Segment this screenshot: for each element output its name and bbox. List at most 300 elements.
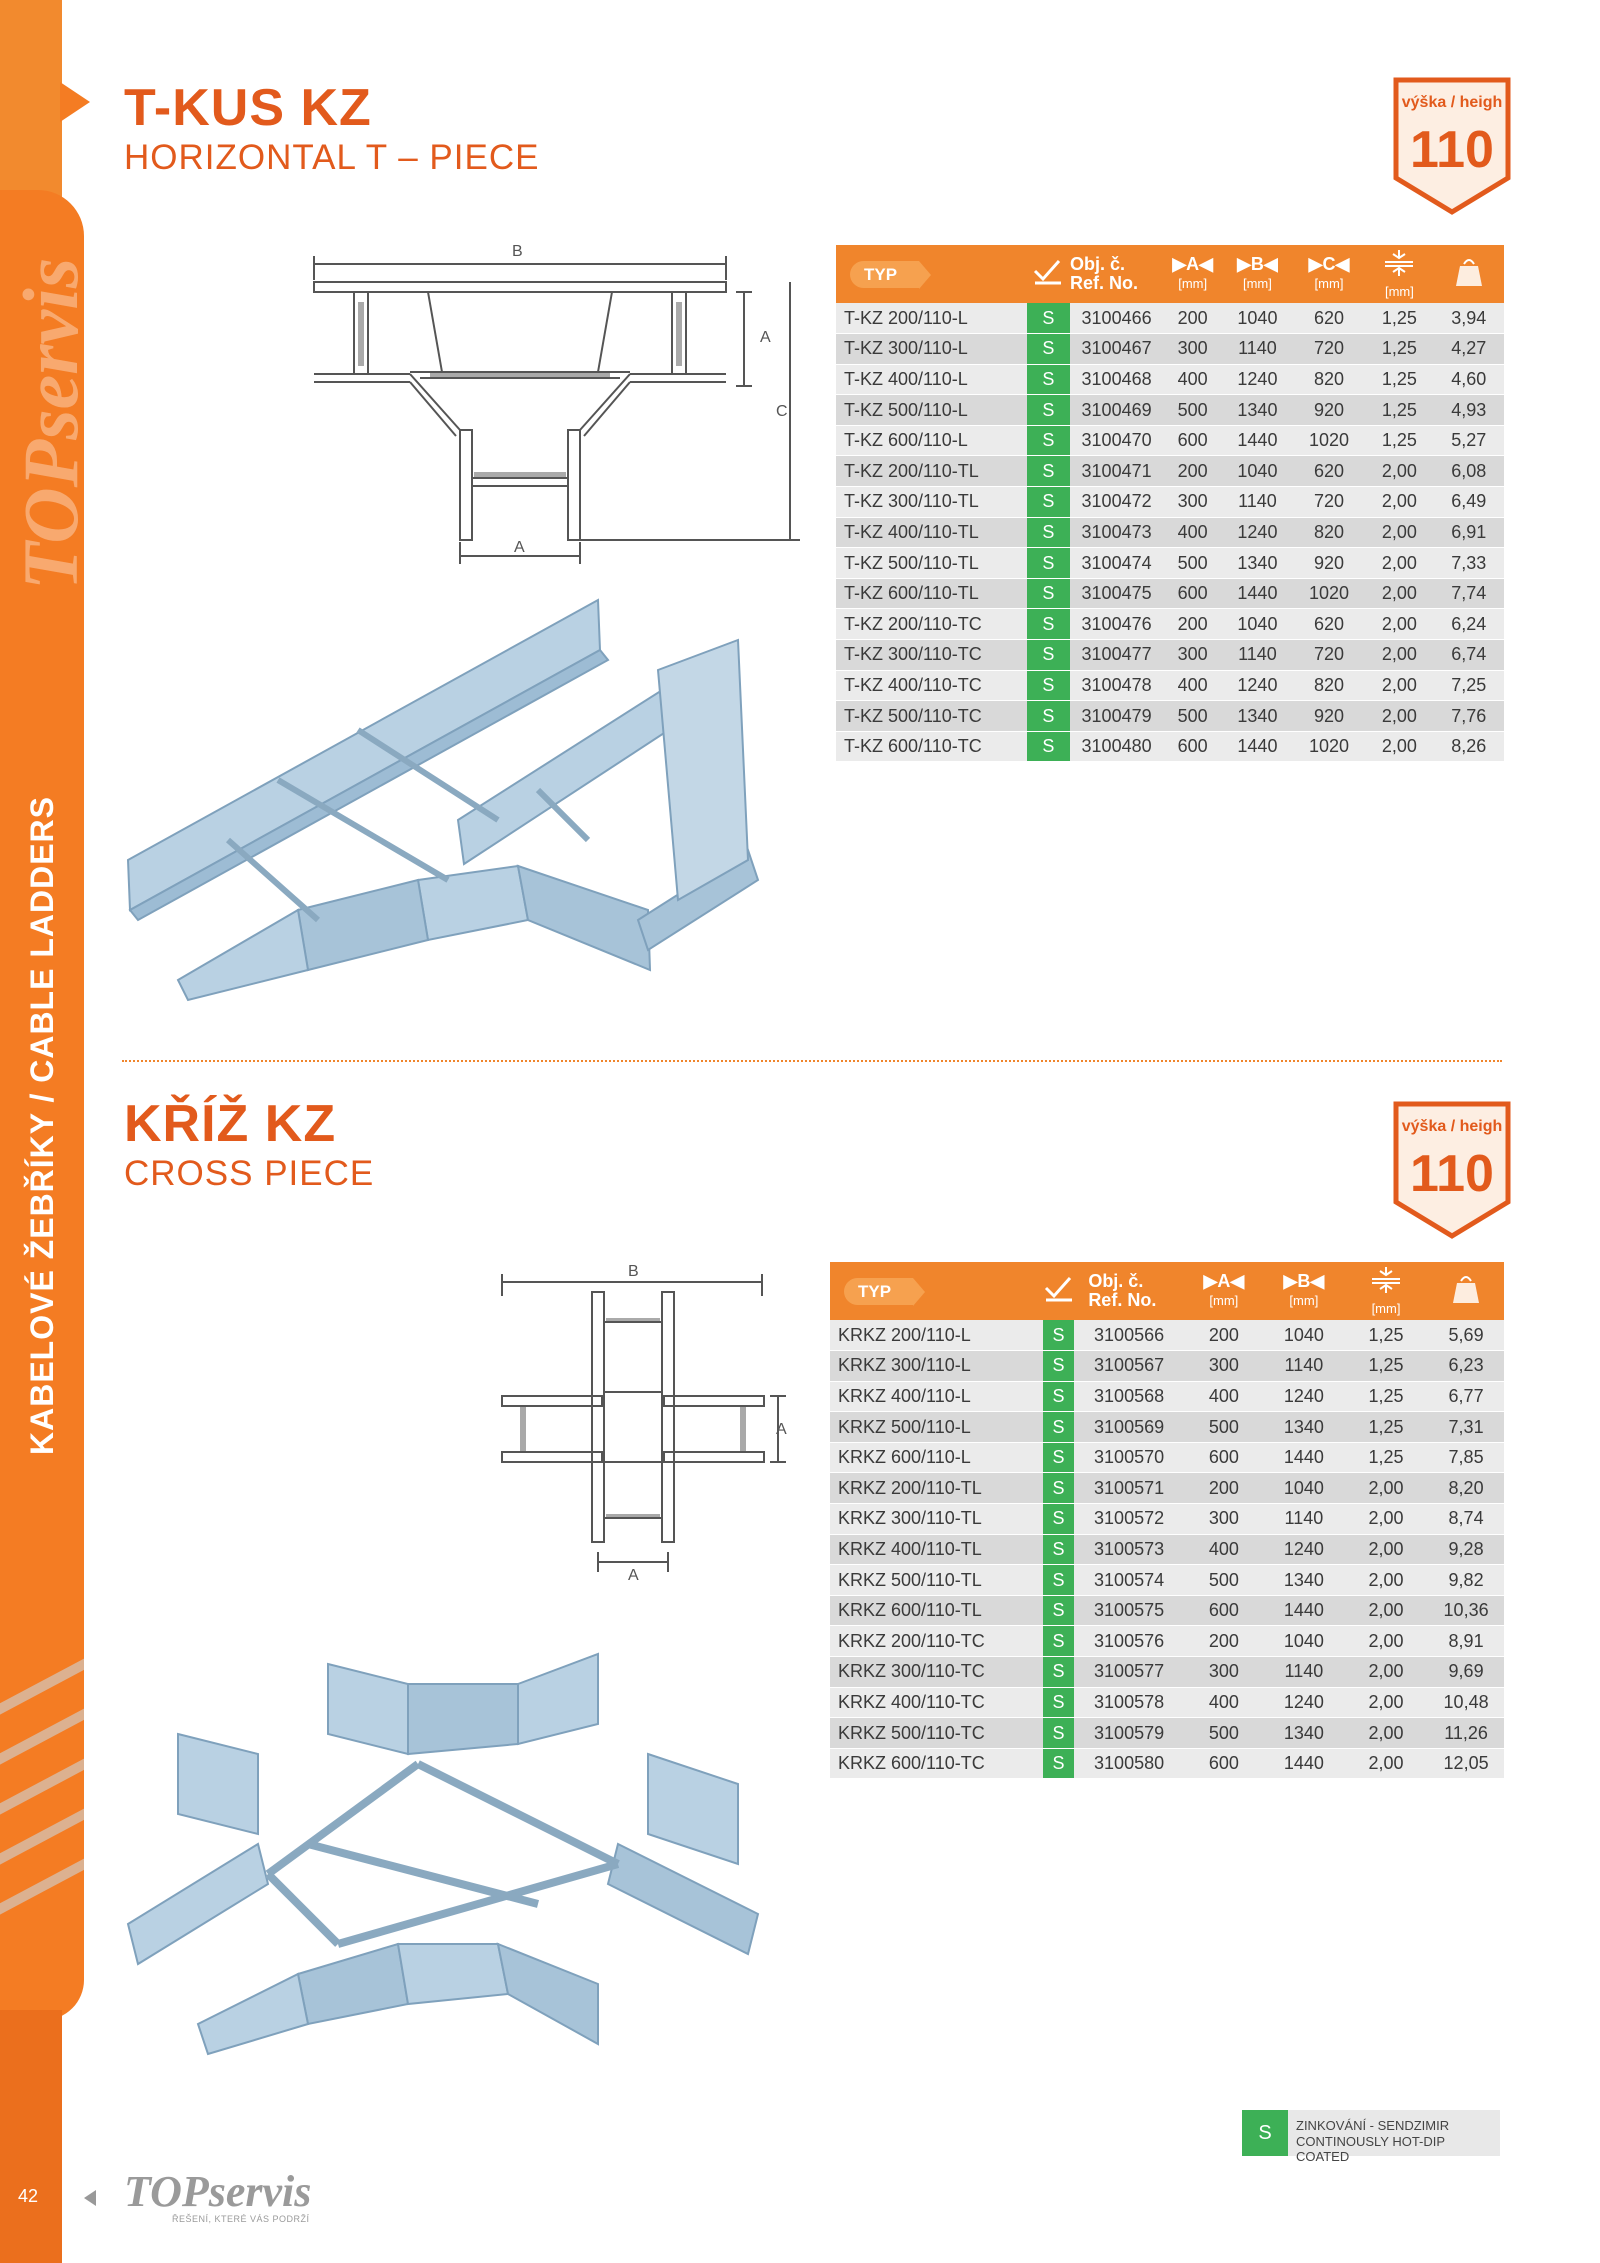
- table-cell: 3100480: [1070, 731, 1163, 762]
- table-cell: 3100579: [1074, 1718, 1184, 1749]
- section2-title: KŘÍŽ KZ: [124, 1095, 337, 1153]
- table-cell: 1440: [1222, 731, 1292, 762]
- col-ref: Obj. č. Ref. No.: [1074, 1262, 1184, 1320]
- table-row: [830, 1351, 1504, 1382]
- table-cell: 1140: [1264, 1504, 1344, 1535]
- table-cell: 200: [1163, 456, 1222, 487]
- col-b: ▶B◀ [mm]: [1264, 1262, 1344, 1320]
- table-cell: 3100471: [1070, 456, 1163, 487]
- cell-finish: S: [1027, 487, 1070, 518]
- col-weight: [1428, 1262, 1504, 1320]
- table-cell: 1340: [1222, 548, 1292, 579]
- table-cell: 3100577: [1074, 1657, 1184, 1688]
- table-cell: 8,20: [1428, 1473, 1504, 1504]
- table-cell: 3100478: [1070, 670, 1163, 701]
- table-cell: 1040: [1264, 1626, 1344, 1657]
- legend-line1: ZINKOVÁNÍ - SENDZIMIR: [1296, 2118, 1450, 2133]
- col-weight: [1434, 245, 1505, 303]
- table-cell: 2,00: [1365, 548, 1433, 579]
- cell-finish: S: [1027, 609, 1070, 640]
- col-finish: [1027, 245, 1070, 303]
- legend-symbol: S: [1242, 2110, 1288, 2156]
- table-cell: 400: [1184, 1534, 1264, 1565]
- table-cell: 2,00: [1365, 701, 1433, 732]
- table-cell: 4,60: [1434, 364, 1505, 395]
- cell-typ: T-KZ 400/110-TL: [836, 517, 1027, 548]
- table-cell: 3100472: [1070, 487, 1163, 518]
- cell-typ: KRKZ 300/110-L: [830, 1351, 1043, 1382]
- cross-spec-table: [830, 1262, 1504, 1779]
- dim-b-label: B: [512, 243, 523, 260]
- table-cell: 8,91: [1428, 1626, 1504, 1657]
- table-row: [836, 487, 1504, 518]
- table-cell: 3100574: [1074, 1565, 1184, 1596]
- cell-finish: S: [1043, 1381, 1075, 1412]
- cell-finish: S: [1043, 1687, 1075, 1718]
- table-row: [830, 1626, 1504, 1657]
- table-cell: 2,00: [1365, 670, 1433, 701]
- cell-typ: KRKZ 400/110-L: [830, 1381, 1043, 1412]
- table-row: [830, 1534, 1504, 1565]
- table-row: [836, 517, 1504, 548]
- table-cell: 4,93: [1434, 395, 1505, 426]
- table-cell: 1,25: [1365, 303, 1433, 334]
- table-cell: 7,31: [1428, 1412, 1504, 1443]
- table-cell: 6,24: [1434, 609, 1505, 640]
- cell-typ: KRKZ 300/110-TL: [830, 1504, 1043, 1535]
- table-cell: 1340: [1222, 701, 1292, 732]
- height-badge: [1392, 76, 1512, 216]
- cell-typ: T-KZ 300/110-L: [836, 334, 1027, 365]
- cell-finish: S: [1027, 731, 1070, 762]
- table-row: [830, 1504, 1504, 1535]
- table-cell: 7,74: [1434, 578, 1505, 609]
- finish-legend: [1242, 2110, 1500, 2164]
- table-cell: 1020: [1293, 425, 1366, 456]
- t-piece-illustration: [118, 580, 818, 1010]
- cell-finish: S: [1027, 578, 1070, 609]
- table-cell: 9,28: [1428, 1534, 1504, 1565]
- table-cell: 1,25: [1365, 334, 1433, 365]
- cell-typ: T-KZ 200/110-TC: [836, 609, 1027, 640]
- table-cell: 1440: [1222, 425, 1292, 456]
- table-cell: 3100468: [1070, 364, 1163, 395]
- table-cell: 1140: [1222, 487, 1292, 518]
- table-row: [836, 425, 1504, 456]
- col-ref: Obj. č. Ref. No.: [1070, 245, 1163, 303]
- table-cell: 500: [1163, 701, 1222, 732]
- cell-finish: S: [1027, 517, 1070, 548]
- cell-finish: S: [1027, 548, 1070, 579]
- table-cell: 3100567: [1074, 1351, 1184, 1382]
- table-cell: 6,08: [1434, 456, 1505, 487]
- table-cell: 920: [1293, 548, 1366, 579]
- table-row: [836, 701, 1504, 732]
- table-cell: 400: [1163, 517, 1222, 548]
- table-cell: 2,00: [1344, 1565, 1428, 1596]
- table-cell: 3100569: [1074, 1412, 1184, 1443]
- table-cell: 10,36: [1428, 1595, 1504, 1626]
- table-row: [830, 1473, 1504, 1504]
- table-cell: 3100571: [1074, 1473, 1184, 1504]
- table-cell: 1040: [1264, 1320, 1344, 1351]
- table-cell: 1440: [1264, 1595, 1344, 1626]
- table-cell: 1040: [1222, 303, 1292, 334]
- table-row: [836, 670, 1504, 701]
- table-cell: 2,00: [1365, 578, 1433, 609]
- table-cell: 820: [1293, 364, 1366, 395]
- table-row: [836, 456, 1504, 487]
- col-thickness: [mm]: [1365, 245, 1433, 303]
- table-cell: 2,00: [1365, 487, 1433, 518]
- table-cell: 600: [1184, 1748, 1264, 1779]
- table-cell: 1,25: [1365, 364, 1433, 395]
- table-cell: 3100476: [1070, 609, 1163, 640]
- table-cell: 1040: [1264, 1473, 1344, 1504]
- cell-typ: KRKZ 200/110-TL: [830, 1473, 1043, 1504]
- section2-subtitle: CROSS PIECE: [124, 1154, 375, 1193]
- table-cell: 600: [1184, 1595, 1264, 1626]
- table-cell: 3,94: [1434, 303, 1505, 334]
- col-typ: [830, 1262, 1043, 1320]
- cell-typ: T-KZ 300/110-TC: [836, 640, 1027, 671]
- table-row: [836, 395, 1504, 426]
- table-cell: 820: [1293, 670, 1366, 701]
- col-finish: [1043, 1262, 1075, 1320]
- section-divider: [122, 1060, 1502, 1062]
- table-row: [830, 1320, 1504, 1351]
- table-cell: 1,25: [1344, 1442, 1428, 1473]
- cell-finish: S: [1027, 334, 1070, 365]
- cell-finish: S: [1043, 1320, 1075, 1351]
- cell-finish: S: [1043, 1657, 1075, 1688]
- table-cell: 2,00: [1365, 456, 1433, 487]
- dim-a2-label: A: [514, 539, 525, 556]
- table-cell: 1140: [1264, 1351, 1344, 1382]
- table-cell: 6,23: [1428, 1351, 1504, 1382]
- cell-finish: S: [1043, 1351, 1075, 1382]
- thickness-icon: [1381, 248, 1417, 278]
- table-cell: 3100466: [1070, 303, 1163, 334]
- sidebar-ladder-graphic: [0, 1640, 84, 1940]
- cell-typ: T-KZ 400/110-L: [836, 364, 1027, 395]
- table-cell: 3100570: [1074, 1442, 1184, 1473]
- table-cell: 1,25: [1344, 1381, 1428, 1412]
- t-piece-spec-table: [836, 245, 1504, 762]
- table-cell: 600: [1163, 578, 1222, 609]
- table-cell: 1240: [1222, 670, 1292, 701]
- dim-a-label: A: [776, 1421, 787, 1438]
- dim-a2-label: A: [628, 1567, 639, 1582]
- table-cell: 6,49: [1434, 487, 1505, 518]
- table-cell: 3100575: [1074, 1595, 1184, 1626]
- table-cell: 2,00: [1365, 731, 1433, 762]
- table-cell: 720: [1293, 334, 1366, 365]
- cell-finish: S: [1043, 1504, 1075, 1535]
- dim-a-label: A: [760, 329, 771, 346]
- table-cell: 600: [1163, 425, 1222, 456]
- table-cell: 2,00: [1344, 1687, 1428, 1718]
- table-cell: 1240: [1264, 1687, 1344, 1718]
- table-cell: 12,05: [1428, 1748, 1504, 1779]
- col-c: ▶C◀ [mm]: [1293, 245, 1366, 303]
- table-row: [836, 334, 1504, 365]
- table-cell: 300: [1163, 487, 1222, 518]
- table-cell: 1020: [1293, 731, 1366, 762]
- table-row: [830, 1657, 1504, 1688]
- table-row: [836, 364, 1504, 395]
- table-cell: 5,69: [1428, 1320, 1504, 1351]
- table-cell: 7,76: [1434, 701, 1505, 732]
- table-cell: 3100469: [1070, 395, 1163, 426]
- table-cell: 1040: [1222, 609, 1292, 640]
- table-cell: 300: [1184, 1351, 1264, 1382]
- table-cell: 300: [1163, 640, 1222, 671]
- table-cell: 2,00: [1344, 1504, 1428, 1535]
- section1-title: T-KUS KZ: [124, 79, 372, 137]
- table-cell: 920: [1293, 395, 1366, 426]
- table-cell: 400: [1184, 1381, 1264, 1412]
- cell-finish: S: [1043, 1565, 1075, 1596]
- table-cell: 600: [1184, 1442, 1264, 1473]
- table-cell: 3100475: [1070, 578, 1163, 609]
- table-cell: 8,26: [1434, 731, 1505, 762]
- table-cell: 1340: [1264, 1412, 1344, 1443]
- col-thickness: [mm]: [1344, 1262, 1428, 1320]
- table-cell: 1140: [1264, 1657, 1344, 1688]
- table-header-row: [830, 1262, 1504, 1320]
- table-cell: 3100473: [1070, 517, 1163, 548]
- sidebar-bottom: [0, 2010, 62, 2263]
- table-cell: 3100572: [1074, 1504, 1184, 1535]
- table-cell: 200: [1184, 1473, 1264, 1504]
- table-row: [830, 1381, 1504, 1412]
- back-arrow-icon: [84, 2190, 96, 2206]
- table-cell: 1240: [1222, 517, 1292, 548]
- cell-typ: KRKZ 600/110-L: [830, 1442, 1043, 1473]
- table-cell: 1,25: [1365, 395, 1433, 426]
- table-cell: 5,27: [1434, 425, 1505, 456]
- badge-label: výška / heigh: [1401, 1118, 1503, 1135]
- table-cell: 200: [1163, 609, 1222, 640]
- table-cell: 3100580: [1074, 1748, 1184, 1779]
- table-cell: 400: [1163, 670, 1222, 701]
- table-row: [830, 1748, 1504, 1779]
- table-cell: 1240: [1264, 1534, 1344, 1565]
- cell-typ: T-KZ 500/110-L: [836, 395, 1027, 426]
- table-cell: 6,74: [1434, 640, 1505, 671]
- badge-value: 110: [1410, 1145, 1494, 1203]
- table-row: [830, 1687, 1504, 1718]
- table-cell: 7,85: [1428, 1442, 1504, 1473]
- cross-illustration: [118, 1644, 778, 2064]
- table-cell: 7,33: [1434, 548, 1505, 579]
- table-cell: 500: [1163, 548, 1222, 579]
- table-cell: 2,00: [1344, 1748, 1428, 1779]
- cell-typ: T-KZ 600/110-TL: [836, 578, 1027, 609]
- table-cell: 500: [1184, 1412, 1264, 1443]
- cell-typ: T-KZ 300/110-TL: [836, 487, 1027, 518]
- table-row: [830, 1412, 1504, 1443]
- typ-tag: TYP: [850, 261, 919, 288]
- badge-value: 110: [1410, 121, 1494, 179]
- table-row: [836, 609, 1504, 640]
- table-cell: 1140: [1222, 334, 1292, 365]
- cell-finish: S: [1043, 1442, 1075, 1473]
- table-cell: 820: [1293, 517, 1366, 548]
- table-cell: 500: [1184, 1565, 1264, 1596]
- table-row: [836, 578, 1504, 609]
- table-header-row: [836, 245, 1504, 303]
- cell-finish: S: [1027, 456, 1070, 487]
- cell-typ: KRKZ 600/110-TC: [830, 1748, 1043, 1779]
- sidebar-top: [0, 0, 62, 210]
- finish-check-icon: [1033, 259, 1063, 285]
- cell-finish: S: [1043, 1626, 1075, 1657]
- table-cell: 1020: [1293, 578, 1366, 609]
- table-cell: 6,91: [1434, 517, 1505, 548]
- cell-finish: S: [1043, 1595, 1075, 1626]
- table-cell: 300: [1184, 1657, 1264, 1688]
- table-cell: 3100474: [1070, 548, 1163, 579]
- table-cell: 1140: [1222, 640, 1292, 671]
- table-cell: 6,77: [1428, 1381, 1504, 1412]
- typ-tag: TYP: [844, 1278, 913, 1305]
- finish-check-icon: [1044, 1276, 1074, 1302]
- cell-typ: KRKZ 400/110-TC: [830, 1687, 1043, 1718]
- table-row: [830, 1565, 1504, 1596]
- table-row: [836, 548, 1504, 579]
- table-row: [836, 303, 1504, 334]
- table-cell: 4,27: [1434, 334, 1505, 365]
- table-cell: 1440: [1222, 578, 1292, 609]
- table-row: [830, 1595, 1504, 1626]
- table-cell: 3100573: [1074, 1534, 1184, 1565]
- cell-finish: S: [1027, 364, 1070, 395]
- table-cell: 3100479: [1070, 701, 1163, 732]
- table-cell: 9,69: [1428, 1657, 1504, 1688]
- table-cell: 2,00: [1344, 1595, 1428, 1626]
- cell-typ: KRKZ 600/110-TL: [830, 1595, 1043, 1626]
- table-cell: 2,00: [1365, 640, 1433, 671]
- table-cell: 1440: [1264, 1442, 1344, 1473]
- table-cell: 1340: [1264, 1565, 1344, 1596]
- table-cell: 620: [1293, 456, 1366, 487]
- table-cell: 3100477: [1070, 640, 1163, 671]
- cross-drawing: [490, 1262, 790, 1582]
- table-row: [830, 1718, 1504, 1749]
- cell-finish: S: [1027, 640, 1070, 671]
- cell-typ: KRKZ 500/110-L: [830, 1412, 1043, 1443]
- table-row: [830, 1442, 1504, 1473]
- t-piece-drawing: [260, 240, 800, 580]
- cell-finish: S: [1027, 670, 1070, 701]
- sidebar-logo: TOPservis: [7, 257, 94, 590]
- table-cell: 400: [1184, 1687, 1264, 1718]
- col-typ: [836, 245, 1027, 303]
- cell-finish: S: [1043, 1412, 1075, 1443]
- cell-finish: S: [1027, 395, 1070, 426]
- cell-typ: KRKZ 200/110-L: [830, 1320, 1043, 1351]
- table-cell: 620: [1293, 303, 1366, 334]
- table-cell: 300: [1163, 334, 1222, 365]
- table-cell: 1040: [1222, 456, 1292, 487]
- table-row: [836, 640, 1504, 671]
- table-cell: 9,82: [1428, 1565, 1504, 1596]
- dim-b-label: B: [628, 1263, 639, 1280]
- cell-typ: T-KZ 600/110-TC: [836, 731, 1027, 762]
- table-cell: 300: [1184, 1504, 1264, 1535]
- table-cell: 2,00: [1344, 1718, 1428, 1749]
- weight-icon: [1451, 1273, 1481, 1305]
- section-arrow-icon: [60, 82, 90, 122]
- table-cell: 7,25: [1434, 670, 1505, 701]
- table-cell: 1,25: [1344, 1412, 1428, 1443]
- table-cell: 2,00: [1344, 1473, 1428, 1504]
- col-b: ▶B◀ [mm]: [1222, 245, 1292, 303]
- table-cell: 200: [1184, 1320, 1264, 1351]
- cell-finish: S: [1027, 303, 1070, 334]
- table-cell: 1340: [1222, 395, 1292, 426]
- table-cell: 2,00: [1365, 609, 1433, 640]
- section1-subtitle: HORIZONTAL T – PIECE: [124, 138, 540, 177]
- cell-typ: KRKZ 300/110-TC: [830, 1657, 1043, 1688]
- table-cell: 2,00: [1365, 517, 1433, 548]
- cell-typ: KRKZ 500/110-TL: [830, 1565, 1043, 1596]
- table-cell: 3100578: [1074, 1687, 1184, 1718]
- col-a: ▶A◀ [mm]: [1163, 245, 1222, 303]
- footer-tagline: ŘEŠENÍ, KTERÉ VÁS PODRŽÍ: [172, 2214, 310, 2224]
- table-cell: 200: [1163, 303, 1222, 334]
- height-badge-2: [1392, 1100, 1512, 1240]
- table-cell: 1440: [1264, 1748, 1344, 1779]
- table-cell: 620: [1293, 609, 1366, 640]
- table-cell: 11,26: [1428, 1718, 1504, 1749]
- cell-typ: T-KZ 500/110-TL: [836, 548, 1027, 579]
- cell-typ: T-KZ 500/110-TC: [836, 701, 1027, 732]
- table-cell: 3100566: [1074, 1320, 1184, 1351]
- table-cell: 500: [1184, 1718, 1264, 1749]
- table-cell: 3100576: [1074, 1626, 1184, 1657]
- badge-label: výška / heigh: [1401, 94, 1503, 111]
- col-a: ▶A◀ [mm]: [1184, 1262, 1264, 1320]
- cell-typ: T-KZ 600/110-L: [836, 425, 1027, 456]
- table-cell: 3100467: [1070, 334, 1163, 365]
- table-cell: 1,25: [1344, 1351, 1428, 1382]
- cell-typ: KRKZ 400/110-TL: [830, 1534, 1043, 1565]
- table-cell: 1340: [1264, 1718, 1344, 1749]
- table-cell: 600: [1163, 731, 1222, 762]
- table-cell: 1,25: [1365, 425, 1433, 456]
- cell-finish: S: [1043, 1748, 1075, 1779]
- table-cell: 2,00: [1344, 1626, 1428, 1657]
- cell-finish: S: [1027, 425, 1070, 456]
- table-cell: 2,00: [1344, 1534, 1428, 1565]
- table-row: [836, 731, 1504, 762]
- footer-logo: TOPservis: [124, 2167, 312, 2216]
- table-cell: 10,48: [1428, 1687, 1504, 1718]
- table-cell: 1,25: [1344, 1320, 1428, 1351]
- cell-typ: KRKZ 500/110-TC: [830, 1718, 1043, 1749]
- cell-finish: S: [1027, 701, 1070, 732]
- cell-typ: T-KZ 200/110-L: [836, 303, 1027, 334]
- table-cell: 1240: [1222, 364, 1292, 395]
- weight-icon: [1454, 256, 1484, 288]
- table-cell: 720: [1293, 487, 1366, 518]
- cell-typ: T-KZ 200/110-TL: [836, 456, 1027, 487]
- thickness-icon: [1368, 1265, 1404, 1295]
- table-cell: 500: [1163, 395, 1222, 426]
